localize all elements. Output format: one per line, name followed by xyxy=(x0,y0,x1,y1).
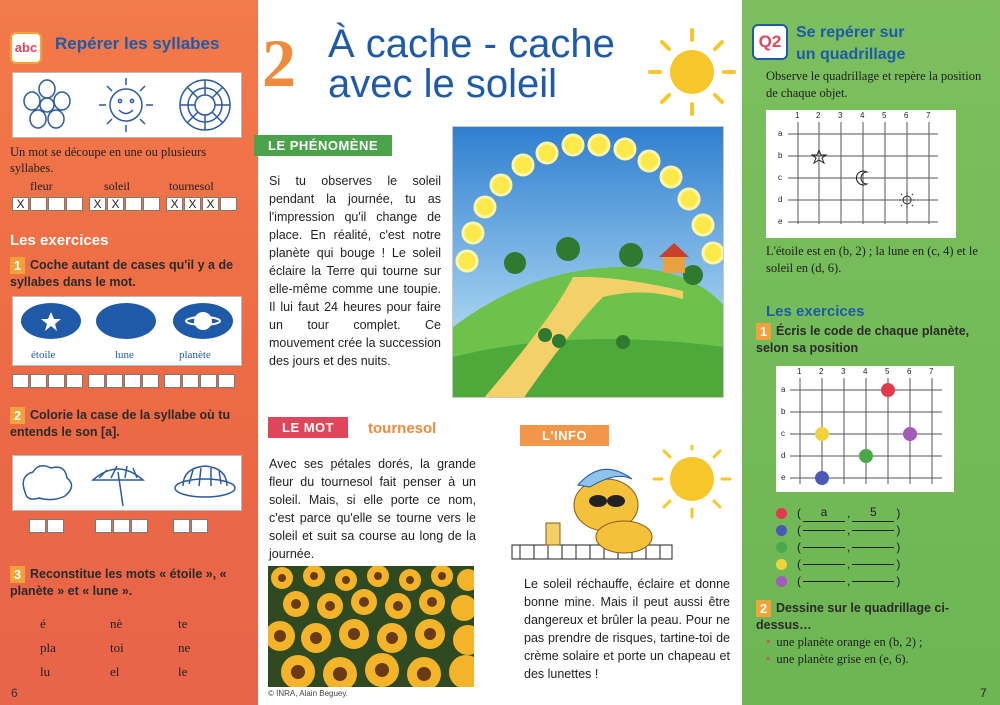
col-label: 1 xyxy=(795,111,800,120)
example-word-soleil: soleil xyxy=(104,179,130,193)
col-label: 4 xyxy=(860,111,865,120)
row-label: b xyxy=(778,151,783,160)
mot-word: tournesol xyxy=(368,420,437,437)
syllable-boxes-soleil xyxy=(89,195,161,213)
syllable-checkbox[interactable] xyxy=(12,374,29,388)
sunflower-field xyxy=(268,566,474,687)
syllable-checkbox[interactable] xyxy=(66,374,83,388)
exercise-1 xyxy=(10,257,250,291)
planet-drawings xyxy=(13,297,241,345)
section-title: Repérer les syllabes xyxy=(55,34,220,53)
syllable-cell: X xyxy=(107,197,124,211)
row-answer[interactable]: a xyxy=(803,504,845,522)
right-exercise-1-text: Écris le code de chaque planète, selon sa position xyxy=(756,324,970,355)
exercise-2-text: Colorie la case de la syllabe où tu entends le son [a]. xyxy=(10,408,231,439)
beach-drawings xyxy=(13,456,241,510)
syllable: é xyxy=(40,616,46,631)
exercise-number: 1 xyxy=(756,323,771,340)
sun-arc-illustration xyxy=(452,126,724,398)
syllable-cell xyxy=(143,197,160,211)
answer-row[interactable]: ( , ) xyxy=(776,522,976,539)
syllable-cell xyxy=(220,197,237,211)
exercise-number: 2 xyxy=(10,407,25,424)
syllable: te xyxy=(178,616,188,631)
dog-sunbathing-illustration xyxy=(506,445,736,573)
chapter-number: 2 xyxy=(262,25,296,101)
syllable: toi xyxy=(110,640,124,655)
bullet-icon: • xyxy=(766,652,771,666)
syllable-grid xyxy=(40,612,240,684)
grid-explanation: L'étoile est en (b, 2) ; la lune en (c, 4) et le soleil en (d, 6). xyxy=(766,244,978,275)
syllable-cell: X xyxy=(184,197,201,211)
col-answer[interactable] xyxy=(852,564,894,565)
abc-icon: abc xyxy=(10,32,42,64)
row-label: c xyxy=(781,429,785,438)
sun-icon xyxy=(648,26,738,116)
row-label: c xyxy=(778,173,782,182)
syllable: nè xyxy=(110,616,123,631)
syllable-checkbox[interactable] xyxy=(106,374,123,388)
syllable-cell xyxy=(48,197,65,211)
syllable-checkbox[interactable] xyxy=(182,374,199,388)
flower-drawings xyxy=(13,73,241,137)
syllable-checkbox[interactable] xyxy=(88,374,105,388)
syllable-cell: X xyxy=(12,197,29,211)
syllable-checkbox[interactable] xyxy=(191,519,208,533)
syllable-intro: Un mot se découpe en une ou plusieurs syllabes. xyxy=(10,145,207,175)
chapter-title-line2: avec le soleil xyxy=(328,62,558,106)
answer-boxes-etoile[interactable] xyxy=(12,372,84,390)
right-exercise-2-items xyxy=(766,634,992,668)
syllable-cell: X xyxy=(202,197,219,211)
row-label: d xyxy=(781,451,786,460)
col-label: 2 xyxy=(816,111,821,120)
row-label: b xyxy=(781,407,786,416)
instruction-item: une planète grise en (e, 6). xyxy=(776,652,909,666)
syllable-checkbox[interactable] xyxy=(131,519,148,533)
planet-pictures xyxy=(12,296,242,366)
col-answer[interactable] xyxy=(852,530,894,531)
syllable: ne xyxy=(178,640,191,655)
right-section-title-1: Se repérer sur xyxy=(796,24,905,41)
col-answer[interactable] xyxy=(852,547,894,548)
right-exercises-title: Les exercices xyxy=(766,303,865,320)
syllable: lu xyxy=(40,664,51,679)
exercise-number: 3 xyxy=(10,566,25,583)
page-number-right: 7 xyxy=(980,686,987,700)
row-label: a xyxy=(778,129,783,138)
row-answer[interactable] xyxy=(803,581,845,582)
example-grid-card xyxy=(766,110,956,238)
syllable-checkbox[interactable] xyxy=(95,519,112,533)
col-label: 3 xyxy=(838,111,843,120)
answer-boxes-nuage[interactable] xyxy=(29,517,65,535)
syllable-checkbox[interactable] xyxy=(124,374,141,388)
row-answer[interactable] xyxy=(803,564,845,565)
answer-row[interactable]: ( , ) xyxy=(776,539,976,556)
syllable-cell: X xyxy=(166,197,183,211)
exercise-number: 1 xyxy=(10,257,25,274)
instruction-item: une planète orange en (b, 2) ; xyxy=(776,635,923,649)
syllable-checkbox[interactable] xyxy=(30,374,47,388)
right-exercise-2 xyxy=(756,600,994,633)
col-label: 6 xyxy=(904,111,909,120)
col-answer[interactable]: 5 xyxy=(852,504,894,522)
syllable-checkbox[interactable] xyxy=(164,374,181,388)
planet-dot-blue xyxy=(776,525,787,536)
exercise-3 xyxy=(10,566,250,600)
col-label: 5 xyxy=(882,111,887,120)
syllable-checkbox[interactable] xyxy=(47,519,64,533)
syllable-checkbox[interactable] xyxy=(48,374,65,388)
exercise-number: 2 xyxy=(756,600,771,617)
answer-boxes-parasol[interactable] xyxy=(95,517,149,535)
col-label: 1 xyxy=(797,367,802,376)
planet-dot-red xyxy=(776,508,787,519)
row-label: e xyxy=(781,473,786,482)
planet-dot-yellow xyxy=(776,559,787,570)
syllable-boxes-tournesol xyxy=(166,195,238,213)
syllable-checkbox[interactable] xyxy=(113,519,130,533)
planet-dot-green xyxy=(776,542,787,553)
planet-code-answers xyxy=(776,504,976,590)
exercise-3-text: Reconstitue les mots « étoile », « planète » et « lune ». xyxy=(10,567,227,598)
col-label: 3 xyxy=(841,367,846,376)
chapter-title-line1: À cache - cache xyxy=(328,22,615,66)
q2-icon: Q2 xyxy=(752,24,788,60)
syllable-checkbox[interactable] xyxy=(218,374,235,388)
right-section-title-2: un quadrillage xyxy=(796,46,906,63)
exercise-2 xyxy=(10,407,250,441)
planet-dot-purple xyxy=(776,576,787,587)
col-label: 4 xyxy=(863,367,868,376)
syllable-checkbox[interactable] xyxy=(142,374,159,388)
grid-intro: Observe le quadrillage et repère la position de chaque objet. xyxy=(766,69,982,100)
answer-row[interactable]: ( a , 5 ) xyxy=(776,504,976,522)
syllable-cell xyxy=(30,197,47,211)
col-label: 6 xyxy=(907,367,912,376)
syllable-cell xyxy=(125,197,142,211)
exercise-1-text: Coche autant de cases qu'il y a de syllabes dans le mot. xyxy=(10,258,234,289)
example-word-fleur: fleur xyxy=(30,179,53,193)
row-answer[interactable] xyxy=(803,547,845,548)
syllable-cell: X xyxy=(89,197,106,211)
exercises-title: Les exercices xyxy=(10,232,109,249)
info-label: L'INFO xyxy=(520,425,609,446)
right-exercise-2-text: Dessine sur le quadrillage ci-dessus… xyxy=(756,601,949,632)
bullet-icon: • xyxy=(766,635,771,649)
row-label: a xyxy=(781,385,786,394)
col-answer[interactable] xyxy=(852,581,894,582)
beach-pictures xyxy=(12,455,242,511)
row-label: e xyxy=(778,217,783,226)
syllable: le xyxy=(178,664,188,679)
answer-row[interactable]: ( , ) xyxy=(776,573,976,590)
syllable: pla xyxy=(40,640,56,655)
planet-grid-card xyxy=(776,366,954,492)
row-label: d xyxy=(778,195,783,204)
col-label: 7 xyxy=(929,367,934,376)
phenomene-label: LE PHÉNOMÈNE xyxy=(254,135,392,156)
sunflower-photo xyxy=(268,566,474,687)
word-etoile: étoile xyxy=(31,349,56,361)
page-number-left: 6 xyxy=(11,686,18,700)
right-exercise-1 xyxy=(756,323,994,357)
phenomene-text: Si tu observes le soleil pendant la journée, tu as l'impression qu'il change de place. En réalité, c'est notre planète qui bouge ! Le soleil éclaire la Terre qui tourne sur elle-même comme une toupie. Il lui faut 24 heures pour faire un tour complet. Ce mouvement crée la succession des jours et des nuits. xyxy=(269,174,441,368)
example-grid xyxy=(766,110,956,238)
row-answer[interactable] xyxy=(803,530,845,531)
answer-boxes-chapeau[interactable] xyxy=(173,517,209,535)
photo-credit: © INRA, Alain Beguey. xyxy=(268,689,349,698)
col-label: 5 xyxy=(885,367,890,376)
answer-row[interactable]: ( , ) xyxy=(776,556,976,573)
landscape-drawing xyxy=(453,127,724,398)
syllable-checkbox[interactable] xyxy=(29,519,46,533)
col-label: 2 xyxy=(819,367,824,376)
mot-text: Avec ses pétales dorés, la grande fleur du tournesol fait penser à un soleil. Mais, si elle porte ce nom, c'est parce qu'elle se tourne vers le soleil et suit sa course au long de la journée. xyxy=(269,457,476,561)
syllable-cell xyxy=(66,197,83,211)
mot-label: LE MOT xyxy=(268,417,348,438)
answer-boxes-lune[interactable] xyxy=(88,372,160,390)
word-planete: planète xyxy=(179,349,211,361)
col-label: 7 xyxy=(926,111,931,120)
syllable: el xyxy=(110,664,120,679)
info-text: Le soleil réchauffe, éclaire et donne bonne mine. Mais il peut aussi être dangereux et brûler la peau. Pour ne pas prendre de risques, tartine-toi de crème solaire et porte un chapeau et des lunettes ! xyxy=(524,577,730,681)
syllable-checkbox[interactable] xyxy=(173,519,190,533)
flower-pictures xyxy=(12,72,242,138)
syllable-checkbox[interactable] xyxy=(200,374,217,388)
example-word-tournesol: tournesol xyxy=(169,179,214,193)
planet-grid xyxy=(776,366,954,492)
syllable-boxes-fleur xyxy=(12,195,84,213)
answer-boxes-planete[interactable] xyxy=(164,372,236,390)
word-lune: lune xyxy=(115,349,134,361)
